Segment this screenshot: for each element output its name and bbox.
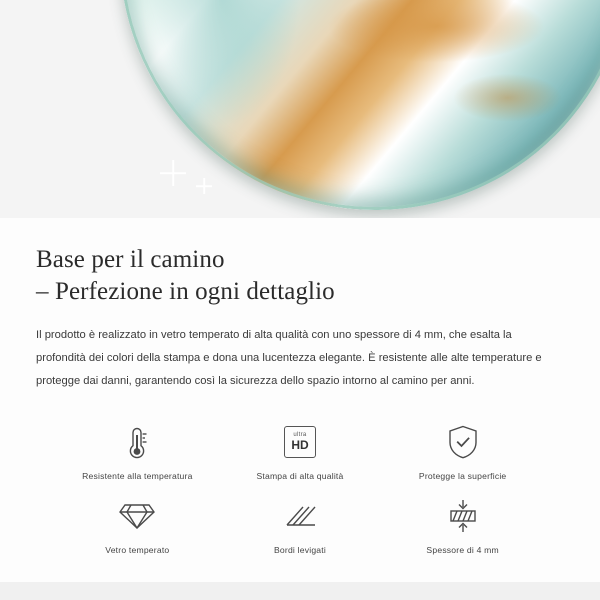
- feature-item: [219, 419, 382, 481]
- shield-check-icon: [445, 419, 481, 465]
- ultra-hd-badge-top: ultra: [293, 432, 307, 439]
- thickness-icon: [445, 493, 481, 539]
- headline-line-1: Base per il camino: [36, 246, 225, 273]
- feature-item: [381, 419, 544, 481]
- footer-strip: [0, 582, 600, 600]
- headline-line-2: – Perfezione in ogni dettaglio: [36, 278, 335, 305]
- feature-item: [56, 493, 219, 555]
- diamond-icon: [118, 493, 156, 539]
- feature-label: Stampa di alta qualità: [256, 470, 344, 481]
- content-block: [0, 218, 600, 555]
- ultra-hd-badge-bottom: HD: [291, 438, 309, 453]
- feature-item: [381, 493, 544, 555]
- page-title: [36, 244, 564, 308]
- feature-label: Bordi levigati: [273, 544, 326, 555]
- feature-grid: [36, 419, 564, 555]
- feature-label: Resistente alla temperatura: [82, 470, 193, 481]
- polished-edges-icon: [283, 493, 317, 539]
- feature-item: [219, 493, 382, 555]
- hero-image: [0, 0, 600, 218]
- glass-plate-product: [120, 0, 600, 210]
- ultra-hd-icon: [284, 419, 316, 465]
- thermometer-icon: [120, 419, 154, 465]
- feature-label: Vetro temperato: [105, 544, 170, 555]
- feature-item: [56, 419, 219, 481]
- feature-label: Protegge la superficie: [418, 470, 507, 481]
- description-paragraph: Il prodotto è realizzato in vetro temperato di alta qualità con uno spessore di 4 mm, che esalta la profondità dei colori della stampa e dona una lucentezza elegante. È resistente alle alte temperature e protegge dai danni, garantendo così la sicurezza dello spazio intorno al camino per anni.: [36, 329, 542, 387]
- feature-label: Spessore di 4 mm: [426, 544, 499, 555]
